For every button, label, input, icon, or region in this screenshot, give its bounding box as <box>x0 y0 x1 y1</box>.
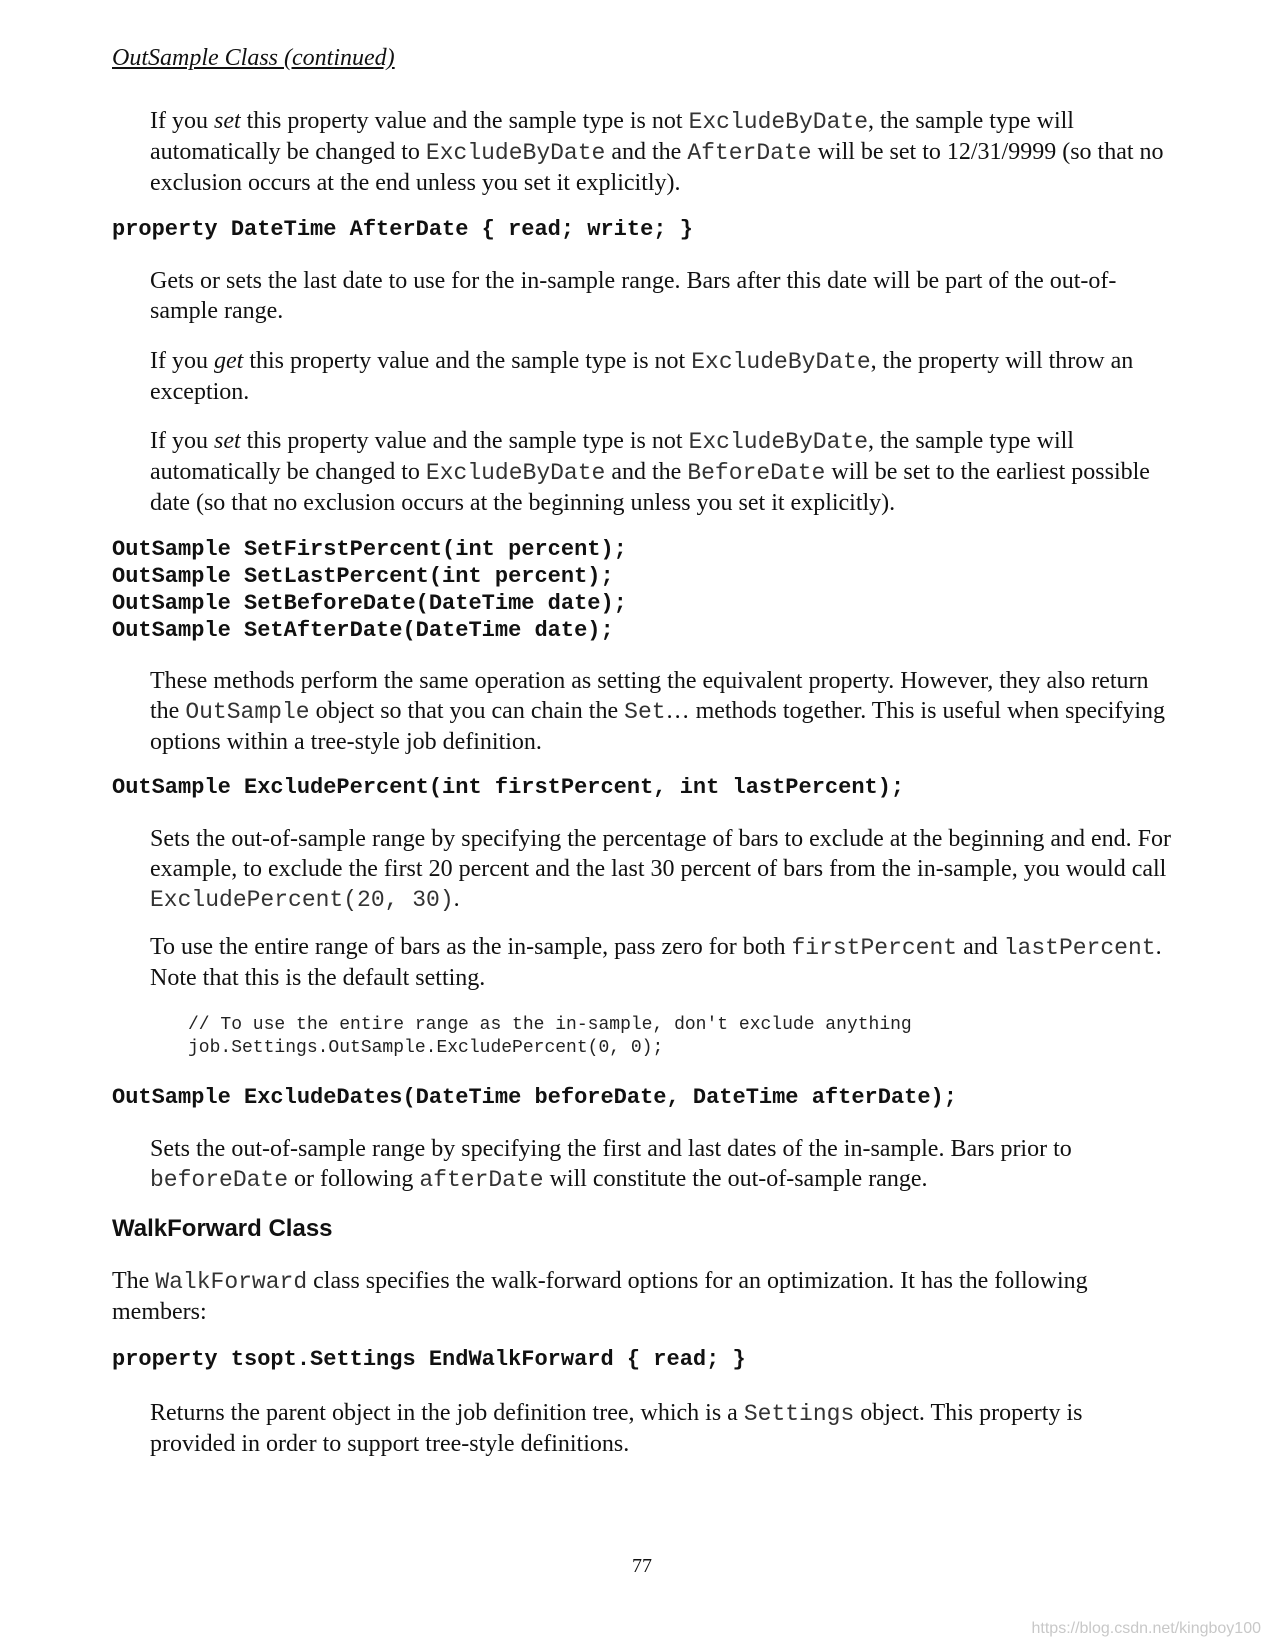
signature-setbeforedate: OutSample SetBeforeDate(DateTime date); <box>112 591 627 616</box>
paragraph-walkforward-intro: The WalkForward class specifies the walk-forward options for an optimization. It has the following members: <box>112 1268 1088 1325</box>
signature-setfirstpercent: OutSample SetFirstPercent(int percent); <box>112 537 627 562</box>
paragraph-endwalkforward-description: Returns the parent object in the job definition tree, which is a Settings object. This property is provided in order to support tree-style definitions. <box>150 1400 1083 1457</box>
code-statement-line: job.Settings.OutSample.ExcludePercent(0, 0); <box>188 1038 664 1058</box>
watermark-url: https://blog.csdn.net/kingboy100 <box>1031 1620 1261 1637</box>
signature-setlastpercent: OutSample SetLastPercent(int percent); <box>112 564 614 589</box>
paragraph-excludedates-description: Sets the out-of-sample range by specifying the first and last dates of the in-sample. Bars prior to beforeDate or following afterDate will constitute the out-of-sample range. <box>150 1136 1072 1193</box>
paragraph-afterdate-description: Gets or sets the last date to use for the in-sample range. Bars after this date will be part of the out-of-sample range. <box>150 268 1117 324</box>
running-head: OutSample Class (continued) <box>112 45 395 71</box>
signature-afterdate-property: property DateTime AfterDate { read; write; } <box>112 217 693 242</box>
paragraph-get-afterdate-note: If you get this property value and the sample type is not ExcludeByDate, the property will throw an exception. <box>150 348 1134 405</box>
paragraph-excludepercent-description: Sets the out-of-sample range by specifying the percentage of bars to exclude at the beginning and end. For example, to exclude the first 20 percent and the last 30 percent of bars from the in-sample, you would call ExcludePercent(20, 30). <box>150 826 1172 913</box>
paragraph-set-methods-description: These methods perform the same operation as setting the equivalent property. However, they also return the OutSample object so that you can chain the Set… methods together. This is useful when specifying options within a tree-style job definition. <box>150 668 1166 755</box>
signature-excludepercent: OutSample ExcludePercent(int firstPercent, int lastPercent); <box>112 775 905 800</box>
page-number: 77 <box>632 1555 652 1577</box>
signature-endwalkforward: property tsopt.Settings EndWalkForward { read; } <box>112 1347 746 1372</box>
signature-excludedates: OutSample ExcludeDates(DateTime beforeDate, DateTime afterDate); <box>112 1085 957 1110</box>
paragraph-set-afterdate-note: If you set this property value and the sample type is not ExcludeByDate, the sample type will automatically be changed to ExcludeByDate and the AfterDate will be set to 12/31/9999 (so that no exclusion occurs at the end unless you set it explicitly). <box>150 108 1164 196</box>
paragraph-excludepercent-default: To use the entire range of bars as the in-sample, pass zero for both firstPercent and lastPercent. Note that this is the default setting. <box>150 934 1162 991</box>
section-heading-walkforward: WalkForward Class <box>112 1215 333 1242</box>
paragraph-set-beforedate-note: If you set this property value and the sample type is not ExcludeByDate, the sample type will automatically be changed to ExcludeByDate and the BeforeDate will be set to the earliest possible date (so that no exclusion occurs at the beginning unless you set it explicitly). <box>150 428 1150 516</box>
signature-setafterdate: OutSample SetAfterDate(DateTime date); <box>112 618 614 643</box>
code-comment-line: // To use the entire range as the in-sample, don't exclude anything <box>188 1015 912 1035</box>
